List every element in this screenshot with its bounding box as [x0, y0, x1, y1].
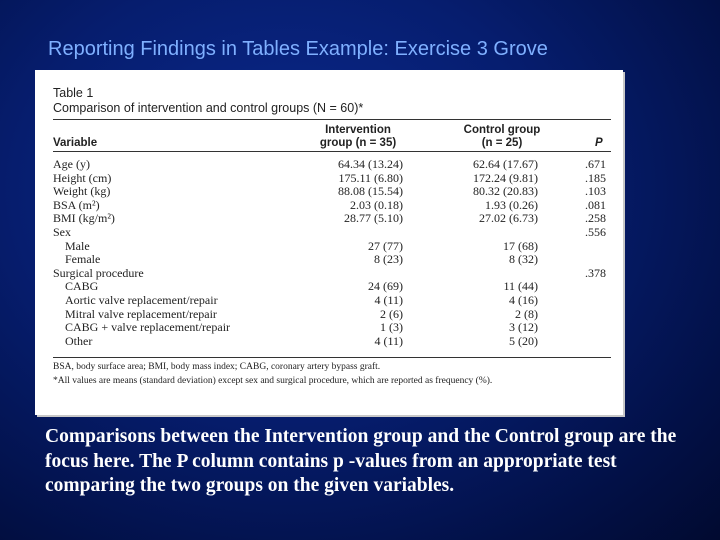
table-row [53, 240, 611, 253]
table-caption: Comparison of intervention and control groups (N = 60)* [53, 101, 364, 115]
cell-intervention: 4 (11) [374, 333, 403, 348]
footnote-values: *All values are means (standard deviation) except sex and surgical procedure, which are reported as frequency (%). [53, 376, 493, 386]
table-row [53, 212, 611, 225]
header-bottom-rule [53, 151, 611, 152]
table-row [53, 280, 611, 293]
header-control-line1: Control group [463, 124, 541, 136]
cell-control: 5 (20) [509, 333, 538, 348]
cell-control: 3 (12) [509, 320, 538, 335]
cell-variable: Other [65, 333, 93, 348]
header-intervention-line2: group (n = 35) [319, 136, 397, 149]
cell-intervention: 64.34 (13.24) [338, 157, 403, 171]
table-row [53, 158, 611, 171]
cell-variable: Female [65, 252, 101, 267]
header-p: P [595, 137, 603, 149]
cell-control: 2 (8) [515, 306, 538, 321]
cell-variable: Weight (kg) [53, 184, 111, 199]
cell-variable: BMI (kg/m²) [53, 211, 115, 226]
cell-intervention: 175.11 (6.80) [338, 170, 403, 185]
cell-intervention: 27 (77) [368, 238, 403, 253]
cell-intervention: 8 (23) [374, 252, 403, 267]
cell-variable: Surgical procedure [53, 265, 144, 280]
cell-variable: Height (cm) [53, 170, 112, 185]
table-figure [35, 70, 623, 415]
cell-control: 80.32 (20.83) [473, 184, 538, 199]
cell-p: .103 [585, 184, 606, 199]
cell-intervention: 1 (3) [380, 320, 403, 335]
cell-control: 17 (68) [503, 238, 538, 253]
table-row [53, 335, 611, 348]
header-control-line2: (n = 25) [481, 136, 523, 149]
table-row [53, 172, 611, 185]
header-control [447, 124, 557, 149]
cell-variable: Age (y) [53, 157, 90, 171]
cell-control: 11 (44) [503, 279, 538, 294]
table-row [53, 199, 611, 212]
cell-variable: CABG [65, 279, 99, 294]
cell-control: 4 (16) [509, 293, 538, 307]
cell-control: 62.64 (17.67) [473, 157, 538, 171]
cell-intervention: 2.03 (0.18) [350, 197, 403, 212]
header-intervention [303, 124, 413, 149]
cell-p: .081 [585, 197, 606, 212]
table-label: Table 1 [53, 86, 94, 100]
table-row [53, 294, 611, 307]
table-row [53, 226, 611, 239]
cell-p: .258 [585, 211, 606, 226]
cell-variable: Male [65, 238, 90, 253]
slide-title: Reporting Findings in Tables Example: Exercise 3 Grove [48, 38, 548, 60]
table-row [53, 253, 611, 266]
header-variable: Variable [53, 137, 98, 149]
table-bottom-rule [53, 357, 611, 358]
table-top-rule [53, 119, 611, 120]
cell-p: .185 [585, 170, 606, 185]
slide-body-text: Comparisons between the Intervention group and the Control group are the focus here. The P column contains p -values from an appropriate test comparing the two groups on the given variables. [45, 426, 677, 496]
cell-control: 8 (32) [509, 252, 538, 267]
cell-p: .378 [585, 265, 606, 280]
cell-intervention: 24 (69) [368, 279, 403, 294]
cell-intervention: 2 (6) [380, 306, 403, 321]
table-row [53, 308, 611, 321]
cell-variable: Aortic valve replacement/repair [65, 293, 218, 307]
footnote-abbreviations: BSA, body surface area; BMI, body mass index; CABG, coronary artery bypass graft. [53, 362, 381, 372]
cell-control: 1.93 (0.26) [485, 197, 538, 212]
table-row [53, 321, 611, 334]
cell-variable: CABG + valve replacement/repair [65, 320, 231, 335]
table-row [53, 185, 611, 198]
table-row [53, 267, 611, 280]
cell-intervention: 4 (11) [374, 293, 403, 307]
cell-p: .556 [585, 225, 606, 239]
cell-intervention: 28.77 (5.10) [344, 211, 403, 226]
cell-variable: Sex [53, 225, 71, 239]
cell-p: .671 [585, 157, 606, 171]
cell-control: 172.24 (9.81) [473, 170, 538, 185]
cell-intervention: 88.08 (15.54) [338, 184, 403, 199]
cell-variable: Mitral valve replacement/repair [65, 306, 217, 321]
header-intervention-line1: Intervention [325, 124, 391, 136]
cell-control: 27.02 (6.73) [479, 211, 538, 226]
cell-variable: BSA (m²) [53, 197, 100, 212]
